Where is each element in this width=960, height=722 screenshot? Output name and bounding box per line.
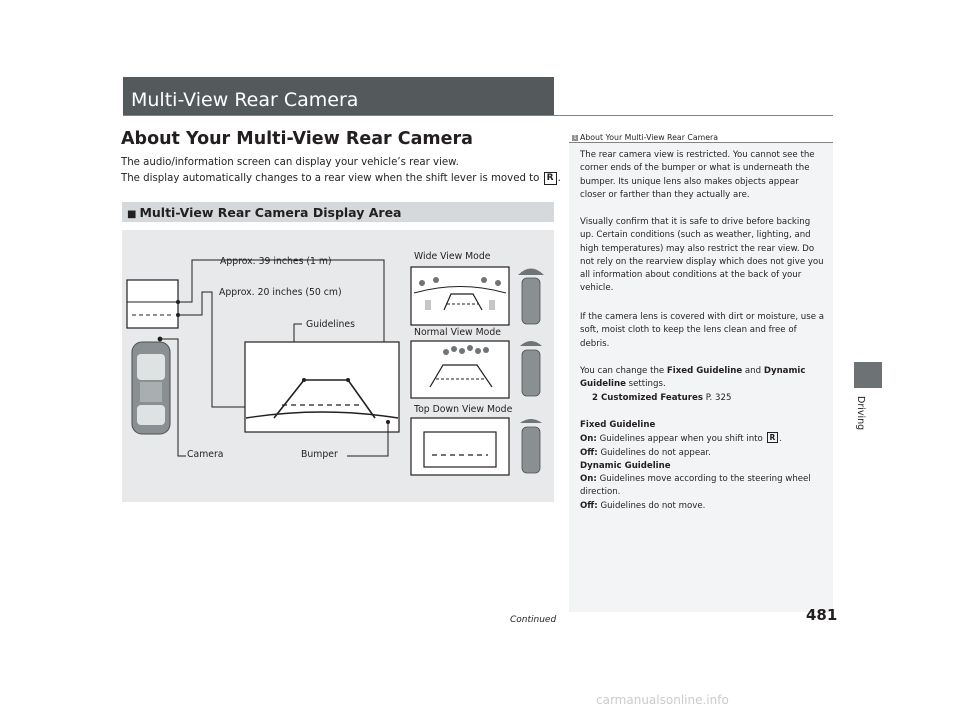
continued-label: Continued xyxy=(510,615,557,625)
label-approx-20-inches: Approx. 20 inches (50 cm) xyxy=(219,287,342,298)
label-guidelines: Guidelines xyxy=(306,319,355,330)
normal-view-mode-thumbnail xyxy=(411,341,542,398)
note-paragraph-3: If the camera lens is covered with dirt or moisture, use a soft, moist cloth to keep the lens clean and free of debris. xyxy=(580,312,824,349)
watermark: carmanualsonline.info xyxy=(596,693,729,707)
note-paragraph-2: Visually confirm that it is safe to drive before backing up. Certain conditions (such as weather, lighting, and high temperatures) may also restrict the rear view. Do not rely on the rearview display which does not give you all information about conditions at the back of your vehicle. xyxy=(580,217,824,294)
intro-line-2: The display automatically changes to a rear view when the shift lever is moved to R . xyxy=(121,173,561,184)
label-camera: Camera xyxy=(187,449,224,460)
chapter-tab xyxy=(854,362,882,388)
cross-reference-icon: 2 xyxy=(592,393,598,403)
header-rule xyxy=(123,115,833,116)
fixed-guideline-block: Fixed Guideline On: Guidelines appear when you shift into R . Off: Guidelines do not appear. Dynamic Guideline On: Guidelines move according to the steering wheel direction. Off: Guidelines do not move. xyxy=(580,420,811,511)
reference-marker-icon: 1 xyxy=(573,135,577,141)
note-paragraph-1: The rear camera view is restricted. You cannot see the corner ends of the bumper or what is underneath the bumper. Its unique lens also makes objects appear closer or farther than they actually are. xyxy=(580,150,815,200)
page-number: 481 xyxy=(806,606,838,624)
chapter-title: Multi-View Rear Camera xyxy=(131,89,359,111)
camera-diagram-panel xyxy=(122,230,554,502)
label-bumper: Bumper xyxy=(301,449,338,460)
intro-line-1: The audio/information screen can display your vehicle’s rear view. xyxy=(121,157,459,168)
label-top-down-view-mode: Top Down View Mode xyxy=(414,404,513,415)
vehicle-topview-icon xyxy=(132,337,170,434)
label-wide-view-mode: Wide View Mode xyxy=(414,251,491,262)
customized-features-link[interactable]: 2 Customized Features P. 325 xyxy=(592,393,732,403)
label-normal-view-mode: Normal View Mode xyxy=(414,327,501,338)
camera-diagram xyxy=(122,230,554,502)
page-heading: About Your Multi-View Rear Camera xyxy=(121,129,473,149)
reverse-key-icon: R xyxy=(544,172,557,185)
section-title: ■ Multi-View Rear Camera Display Area xyxy=(127,205,402,220)
notes-heading: 1 About Your Multi-View Rear Camera xyxy=(573,133,718,142)
top-down-view-mode-thumbnail xyxy=(411,418,542,475)
note-paragraph-4: You can change the Fixed Guideline and Dynamic Guideline settings. xyxy=(580,366,806,390)
wide-view-mode-thumbnail xyxy=(411,267,544,325)
label-approx-39-inches: Approx. 39 inches (1 m) xyxy=(220,256,332,267)
chapter-tab-label: Driving xyxy=(855,396,866,431)
reverse-key-icon: R xyxy=(767,432,779,443)
